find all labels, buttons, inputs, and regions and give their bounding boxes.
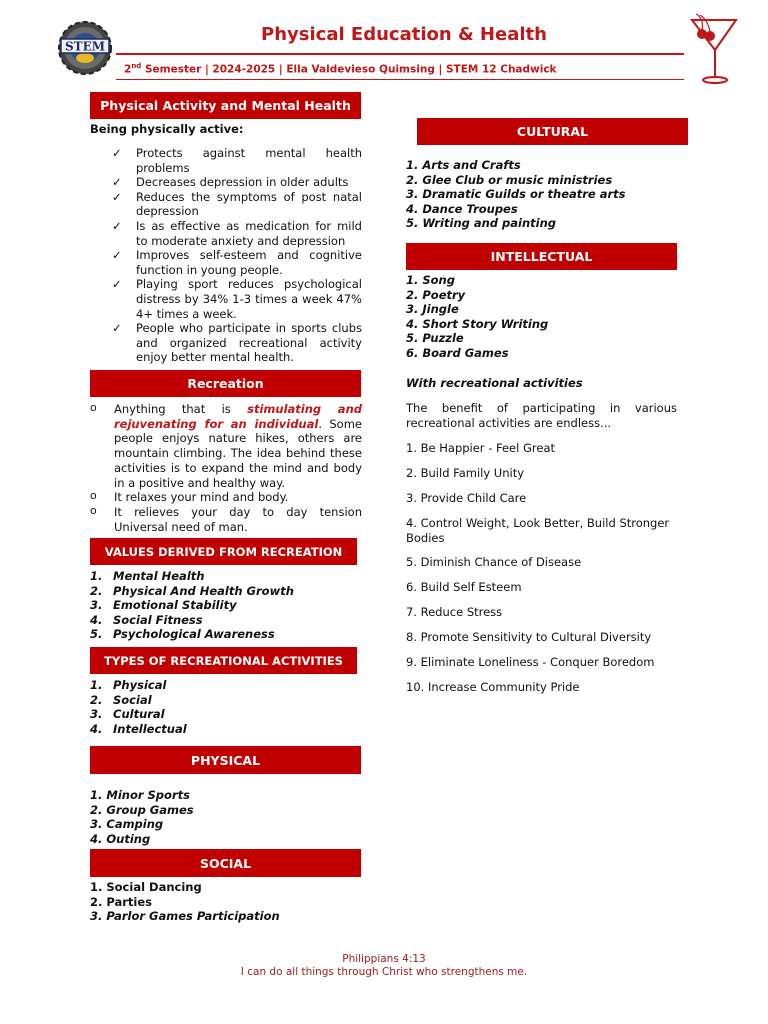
list-item: 3. Dramatic Guilds or theatre arts xyxy=(406,187,626,202)
list-item: 1. Physical xyxy=(90,678,167,692)
pa-benefit-list xyxy=(112,146,362,365)
list-item: 3. Emotional Stability xyxy=(90,598,237,613)
footer-verse: I can do all things through Christ who strengthens me. xyxy=(240,966,528,978)
list-item: 2. Physical And Health Growth xyxy=(90,583,294,598)
list-item: ✓ Improves self-esteem and cognitive function in young people. xyxy=(112,248,362,277)
benefit-item: 4. Control Weight, Look Better, Build Stronger Bodies xyxy=(406,516,670,545)
list-item: ✓ Reduces the symptoms of post natal depression xyxy=(112,190,362,219)
physical-list xyxy=(90,788,362,846)
list-item: 3. Parlor Games Participation xyxy=(90,909,280,924)
page-title: Physical Education & Health xyxy=(261,24,547,45)
section-header-social: SOCIAL xyxy=(90,849,361,877)
list-item: 2. Group Games xyxy=(90,802,194,817)
benefit-intro: The benefit of participating in various recreational activities are endless... xyxy=(406,401,677,430)
list-item: 4. Outing xyxy=(90,831,151,846)
social-list xyxy=(90,880,362,924)
section-header-recreation: Recreation xyxy=(90,370,361,397)
benefit-item: 3. Provide Child Care xyxy=(406,491,527,505)
list-item: 4. Dance Troupes xyxy=(406,201,518,216)
list-item: 2. Glee Club or music ministries xyxy=(406,172,613,187)
list-item: 1. Song xyxy=(406,273,455,287)
list-item: 5. Writing and painting xyxy=(406,216,557,231)
list-item: 2. Poetry xyxy=(406,287,466,302)
pa-intro: Being physically active: xyxy=(90,122,244,136)
list-item: 3. Jingle xyxy=(406,302,459,317)
benefit-item: 6. Build Self Esteem xyxy=(406,580,522,594)
benefit-item: 1. Be Happier - Feel Great xyxy=(406,441,556,455)
intellectual-list xyxy=(406,273,686,361)
section-header-types: TYPES OF RECREATIONAL ACTIVITIES xyxy=(90,647,357,674)
values-list xyxy=(90,569,362,642)
list-item: ✓ Protects against mental health problems xyxy=(112,146,362,175)
list-item: 2. Social xyxy=(90,692,152,707)
cocktail-glass-icon xyxy=(688,12,740,86)
subtitle-rule xyxy=(116,79,684,80)
list-item: ✓ Decreases depression in older adults xyxy=(112,175,362,190)
list-item: o Anything that is stimulating and rejuvenating for an individual. Some people enjoys nature hikes, others are mountain climbing. The idea behind these activities is to expand the mind and body in a positive and healthy way. xyxy=(90,402,362,490)
section-header-values: VALUES DERIVED FROM RECREATION xyxy=(90,538,357,565)
benefit-item: 9. Eliminate Loneliness - Conquer Boredom xyxy=(406,655,655,669)
benefit-item: 8. Promote Sensitivity to Cultural Diversity xyxy=(406,630,652,644)
list-item: 3. Cultural xyxy=(90,707,165,722)
types-list xyxy=(90,678,362,736)
title-rule xyxy=(116,53,684,55)
list-item: 1. Mental Health xyxy=(90,569,205,583)
benefit-item: 5. Diminish Chance of Disease xyxy=(406,555,582,569)
subtitle-line: 2nd Semester | 2024-2025 | Ella Valdevieso Quimsing | STEM 12 Chadwick xyxy=(124,62,557,76)
benefit-item: 2. Build Family Unity xyxy=(406,466,525,480)
list-item: ✓ Playing sport reduces psychological distress by 34% 1-3 times a week 47% 4+ times a week. xyxy=(112,277,362,321)
list-item: 5. Psychological Awareness xyxy=(90,627,275,642)
list-item: 4. Social Fitness xyxy=(90,612,203,627)
list-item: 1. Social Dancing xyxy=(90,880,202,894)
benefit-item: 7. Reduce Stress xyxy=(406,605,503,619)
list-item: ✓ People who participate in sports clubs and organized recreational activity enjoy better mental health. xyxy=(112,321,362,365)
list-item: o It relieves your day to day tension Universal need of man. xyxy=(90,505,362,534)
list-item: 1. Arts and Crafts xyxy=(406,158,521,172)
section-header-physical: PHYSICAL xyxy=(90,746,361,774)
list-item: o It relaxes your mind and body. xyxy=(90,490,362,505)
section-header-cultural: CULTURAL xyxy=(417,118,688,145)
list-item: 4. Intellectual xyxy=(90,721,187,736)
with-recreational-heading: With recreational activities xyxy=(406,376,583,390)
cultural-list xyxy=(406,158,686,231)
benefit-item: 10. Increase Community Pride xyxy=(406,680,580,694)
list-item: 2. Parties xyxy=(90,894,153,909)
list-item: 3. Camping xyxy=(90,817,164,832)
list-item: 4. Short Story Writing xyxy=(406,316,549,331)
list-item: 5. Puzzle xyxy=(406,331,464,346)
list-item: 6. Board Games xyxy=(406,345,509,360)
section-header-intellectual: INTELLECTUAL xyxy=(406,243,677,270)
list-item: 1. Minor Sports xyxy=(90,788,190,802)
section-header-physical-activity: Physical Activity and Mental Health xyxy=(90,92,361,119)
recreation-list xyxy=(90,402,362,534)
footer-reference: Philippians 4:13 xyxy=(342,953,426,965)
logo-text: STEM xyxy=(64,39,106,54)
list-item: ✓ Is as effective as medication for mild to moderate anxiety and depression xyxy=(112,219,362,248)
